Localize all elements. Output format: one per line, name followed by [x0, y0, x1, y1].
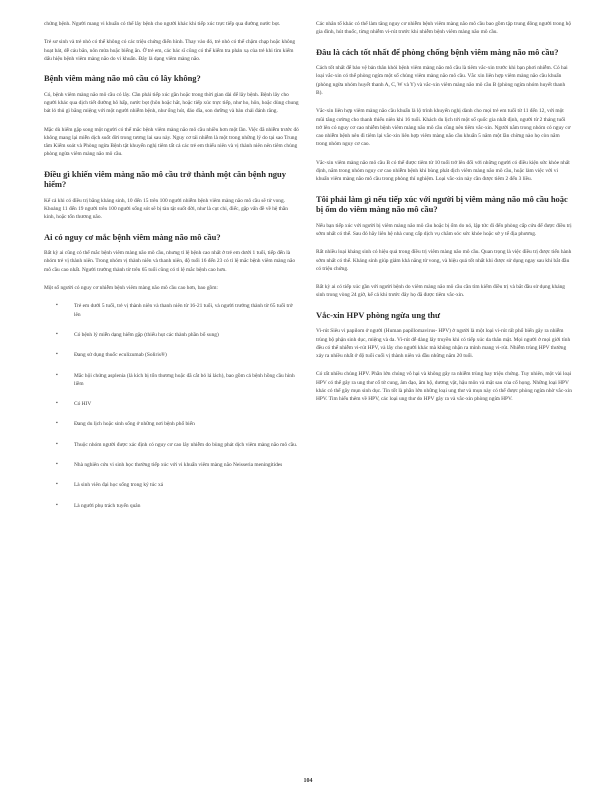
paragraph: Mặc dù hiếm gặp song một người có thể mắc bệnh viêm màng não mô cầu nhiều hơn một lần. Việc đã nhiễm trước đó không mang lại miễn dịch suốt đời trong tương lai sau này. Nguy cơ tái nhiễm là một trong những lý do tại sao Trung tâm Kiểm soát và Phòng ngừa Bệnh tật khuyến nghị tiêm tất cả các trẻ em thiếu niên và vị thành niên nên tiêm chủng phòng ngừa viêm màng não mô cầu. — [44, 126, 299, 158]
section-heading: Điều gì khiến viêm màng não mô cầu trở thành một căn bệnh nguy hiểm? — [44, 168, 287, 190]
paragraph: Cách tốt nhất để bảo vệ bản thân khỏi bệnh viêm màng não mô cầu là tiêm vắc-xin trước khi bạn phơi nhiễm. Có hai loại vắc-xin có thể phòng ngừa một số chủng viêm màng não mô cầu. Vắc xin liên hợp viêm màng não cầu khuẩn (phòng ngừa nhóm huyết thanh A, C, W và Y) và vắc-xin viêm màng não mô cầu B (phòng ngừa nhóm huyết thanh B). — [316, 65, 568, 96]
left-column — [44, 20, 300, 522]
paragraph: Các nhân tố khác có thể làm tăng nguy cơ nhiễm bệnh viêm màng não mô cầu bao gồm tập trung đông người trong hộ gia đình, hút thuốc, từng nhiễm vi-rút trước khi nhiễm bệnh viêm màng não mô cầu. — [316, 21, 572, 36]
list-item: ▪ Có bệnh lý miễn dạng hiếm gặp (thiếu hụt các thành phần bổ sung) — [44, 331, 300, 339]
paragraph: Rất nhiều loại kháng sinh có hiệu quả trong điều trị viêm màng não mô cầu. Quan trọng là việc điều trị được tiến hành sớm nhất có thể. Kháng sinh giúp giảm khả năng tử vong, và hiệu quả tốt nhất khi được sử dụng ngay sau khi bắt đầu có triệu chứng. — [316, 249, 572, 272]
page-number: 104 — [303, 778, 313, 784]
section-heading: Tôi phải làm gì nếu tiếp xúc với người bị viêm màng não mô cầu hoặc bị ốm do viêm màng não mô cầu? — [316, 193, 568, 215]
paragraph: Vắc-xin liên hợp viêm màng não cầu khuẩn là lộ trình khuyến nghị dành cho mọi trẻ em tuổi từ 11 đến 12, với một mũi tăng cường cho thanh thiếu niên khi 16 tuổi. Khách du lịch tới một số quốc gia nhất định, người từ 2 tháng tuổi trở lên có nguy cơ cao nhiễm bệnh viêm màng não mô cầu cũng nên tiêm vắc-xin. Người nằm trong nhóm có nguy cơ cao nhiễm bệnh nên đi tiêm lại vắc-xin liên hợp viêm màng não cầu khuẩn 5 năm một lần chừng nào họ còn nằm trong nhóm nguy cơ cao. — [316, 108, 571, 148]
list-item: ▪ Có HIV — [44, 400, 300, 408]
paragraph: Một số người có nguy cơ nhiễm bệnh viêm màng não mô cầu cao hơn, bao gồm: — [44, 285, 218, 292]
paragraph: Trẻ sơ sinh và trẻ nhỏ có thể không có các triệu chứng điển hình. Thay vào đó, trẻ nhỏ có thể chậm chạp hoặc không hoạt bát, dễ cáu bẳn, nôn mửa hoặc biếng ăn. Ở trẻ em, các bác sĩ cũng có thể kiểm tra phản xạ của trẻ khi tìm kiếm dấu hiệu bệnh viêm màng não do vi khuẩn. Đây là dạng viêm màng não. — [44, 39, 296, 62]
list-item: ▪ Đang du lịch hoặc sinh sống ở những nơi bệnh phổ biến — [44, 420, 300, 428]
paragraph: Bất kỳ ai cũng có thể mắc bệnh viêm màng não mô cầu, nhưng tỉ lệ bệnh cao nhất ở trẻ em dưới 1 tuổi, tiếp đến là nhóm trẻ vị thành niên. Trong nhóm vị thành niên và thanh niên, độ tuổi 16 đến 23 có tỉ lệ mắc bệnh viêm màng não mô cầu cao nhất. Người trưởng thành từ trên 65 tuổi cũng có tỉ lệ mắc bệnh cao hơn. — [44, 250, 296, 273]
section-heading: Vắc-xin HPV phòng ngừa ung thư — [316, 309, 441, 320]
section-heading: Ai có nguy cơ mắc bệnh viêm màng não mô cầu? — [44, 231, 221, 242]
list-item: ▪ Thuộc nhóm người được xác định có nguy cơ cao lây nhiễm do bùng phát dịch viêm màng não mô cầu. — [44, 441, 300, 449]
section-heading: Bệnh viêm màng não mô cầu có lây không? — [44, 73, 201, 84]
right-column — [316, 20, 572, 414]
paragraph: Vắc-xin viêm màng não mô cầu B có thể được tiêm từ 10 tuổi trở lên đối với những người có điều kiện sức khỏe nhất định, nằm trong nhóm nguy cơ cao nhiễm bệnh khi bùng phát dịch viêm màng não mô cầu, hoặc làm việc với vi khuẩn viêm màng não mô cầu trong phòng thí nghiệm. Loại vắc-xin này cần được tiêm 2 đến 3 liều. — [316, 159, 570, 183]
paragraph: Vi-rút Siêu vi papilom ở người (Human papillomavirus- HPV) ở người là một loại vi-rút rất phổ biến gây ra nhiễm trùng bộ phận sinh dục, miệng và da. Vi-rút dễ dàng lây truyền khi có tiếp xúc da thân mật. Mọi người ở mọi giới tính đều có thể nhiễm vi-rút HPV, và lây cho người khác mà không nhận ra mình mang vi-rút. Nhiễm trùng HPV thường xảy ra nhiều nhất ở độ tuổi cuối vị thành niên và đầu những năm 20 tuổi. — [316, 328, 571, 360]
paragraph: chứng bệnh. Người mang vi khuẩn có thể lây bệnh cho người khác khi tiếp xúc trực tiếp qua đường nước bọt. — [44, 21, 281, 27]
paragraph: Có, bệnh viêm màng não mô cầu có lây. Cần phải tiếp xúc gần hoặc trong thời gian dài để lây bệnh. Bệnh lây cho người khác qua dịch tiết đường hô hấp, nước bọt (hôn hoặc hắt, hoặc tiếp xúc trực tiếp, như ho, hôn, hoặc dùng chung bát lỏ thủ gì bằng miệng với một người nhiễm bệnh, như ống hút, đáo dĩa, son dưỡng và bàn chải đánh răng. — [44, 91, 299, 115]
paragraph: Nếu bạn tiếp xúc với người bị viêm màng não mô cầu hoặc bị ốm do nó, lập tức đi đến phòng cấp cứu để được điều trị sớm nhất có thể. Sau đó hãy liên hệ nhà cung cấp dịch vụ chăm sóc sức khỏe hoặc sở y tế địa phương. — [316, 222, 572, 237]
section-heading: Đâu là cách tốt nhất để phòng chống bệnh viêm màng não mô cầu? — [316, 46, 559, 57]
list-item: ▪ Là sinh viên đại học sống trong ký túc xá — [44, 481, 300, 489]
list-item: ▪ Đang sử dụng thuốc eculizumab (Soliris®) — [44, 351, 300, 359]
paragraph: Bất kỳ ai có tiếp xúc gần với người bệnh do viêm màng não mô cầu cần tìm kiếm điều trị và bắt đầu sử dụng kháng sinh trong vòng 24 giờ, kể cả khi trước đây họ đã được tiêm vắc-xin. — [316, 284, 565, 299]
paragraph: Có rất nhiều chủng HPV. Phần lớn chúng vô hại và không gây ra nhiễm trùng hay triệu chứng. Tuy nhiên, một vài loại HPV có thể gây ra ung thư cổ tử cung, âm đạo, âm hộ, dương vật, hậu môn và mặt sau của cổ họng. Những loại HPV khác có thể gây mụn sinh dục. Tin tốt là phần lớn những loại ung thư và mụn này có thể được phòng ngừa nhờ vắc-xin HPV. Tìm hiểu thêm về HPV, các loại ung thư do HPV gây ra và vắc-xin phòng ngừa HPV. — [316, 371, 572, 403]
list-item: ▪ Là người phụ trách tuyển quân — [44, 502, 300, 510]
risk-factor-list — [44, 302, 300, 510]
list-item: ▪ Nhà nghiên cứu vi sinh học thường tiếp xúc với vi khuẩn viêm màng não Neisseria meningitides — [44, 461, 300, 469]
list-item: ▪ Mắc hội chứng asplenia (là kích bị tổn thương hoặc đã cắt bỏ lá lách), bao gồm cả bệnh hồng cầu hình liềm — [44, 372, 300, 389]
paragraph: Kể cả khi có điều trị bằng kháng sinh, 10 đến 15 trên 100 người nhiễm bệnh viêm màng não mô cầu sẽ tử vong. Khoảng 11 đến 19 người trên 100 người sống sót sẽ bị tàn tật suốt đời, như là cụt chi, điếc, gặp vấn đề về hệ thần kinh, hoặc tổn thương não. — [44, 197, 288, 221]
list-item: ▪ Trẻ em dưới 5 tuổi, trẻ vị thành niên và thanh niên từ 16-21 tuổi, và người trưởng thành từ 65 tuổi trở lên — [44, 302, 300, 319]
